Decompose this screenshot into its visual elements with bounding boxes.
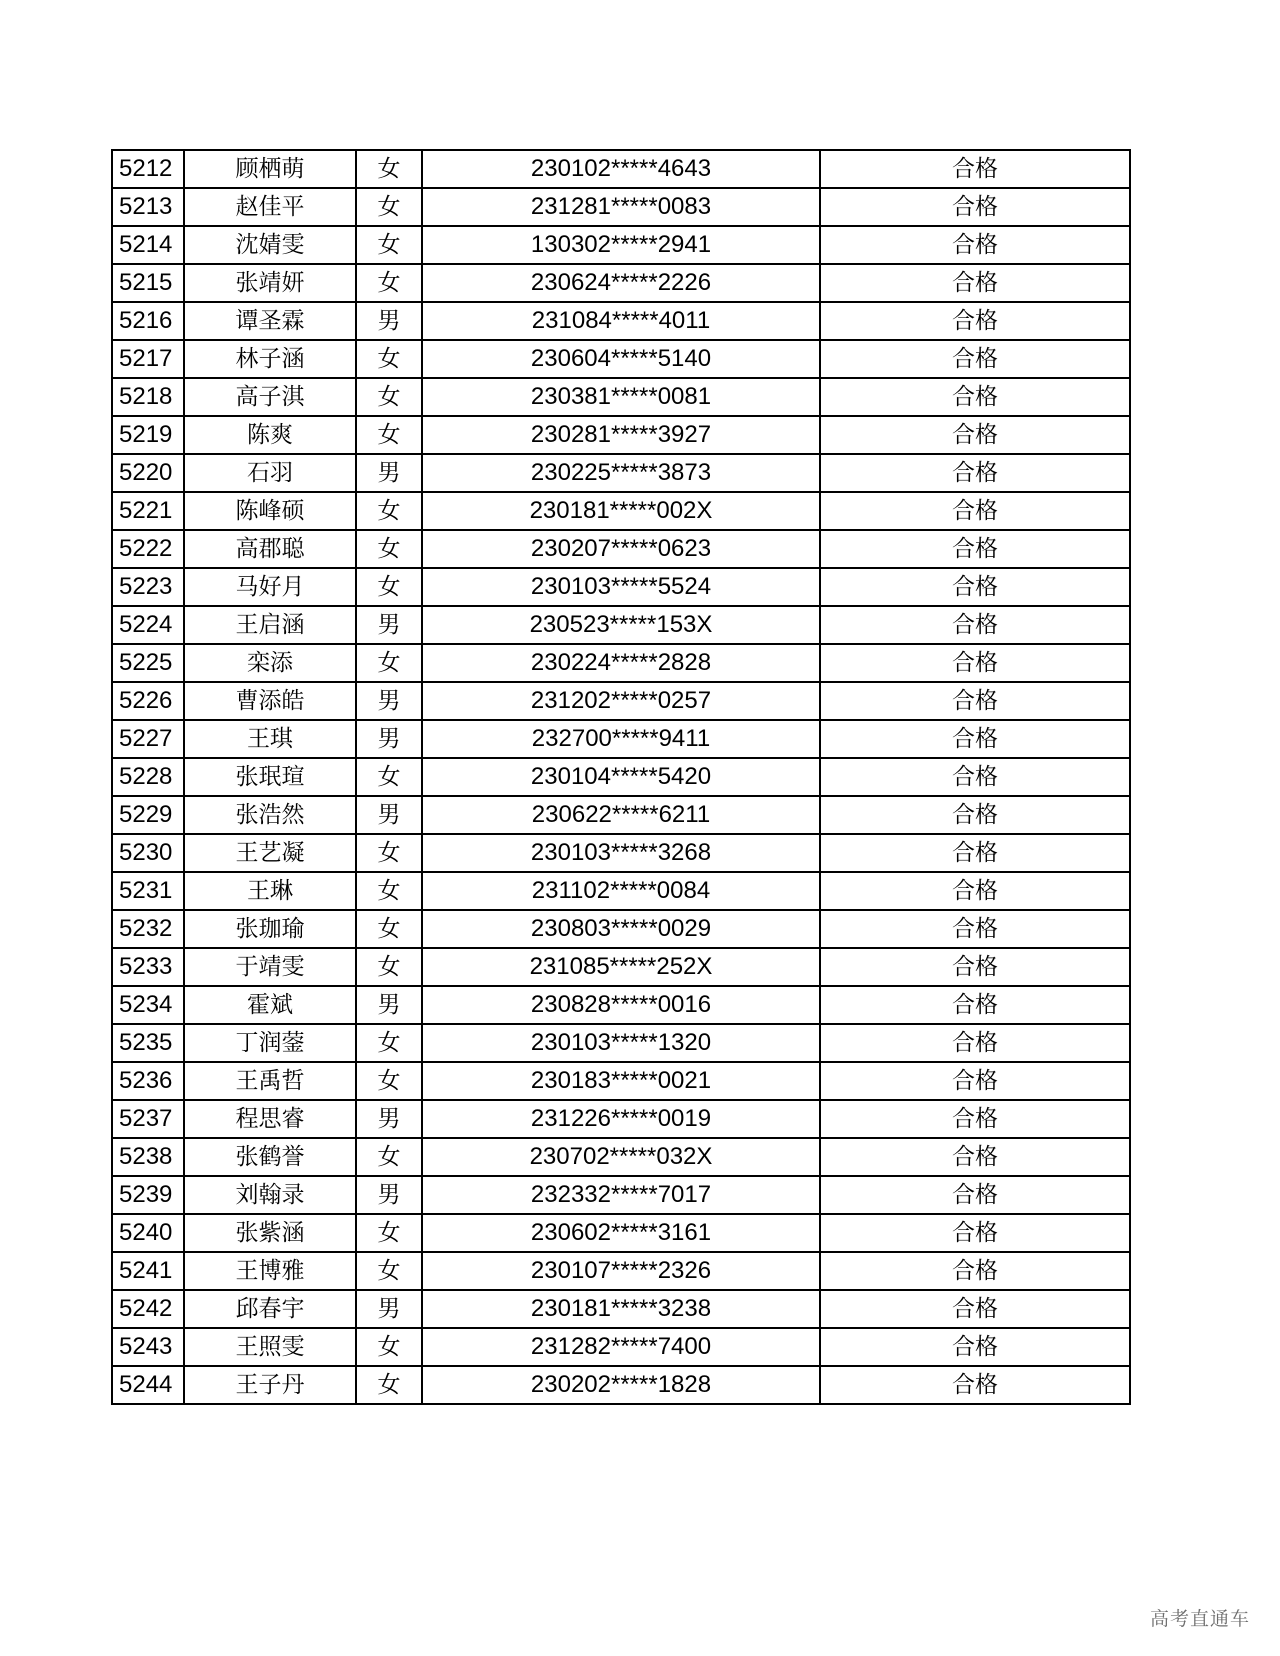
id-number-cell: 230225*****3873 [422, 454, 820, 492]
gender-cell: 女 [356, 264, 422, 302]
gender-cell: 女 [356, 1062, 422, 1100]
gender-cell: 女 [356, 568, 422, 606]
result-cell: 合格 [820, 834, 1130, 872]
id-number-cell: 230103*****3268 [422, 834, 820, 872]
watermark-text: 高考直通车 [1149, 1608, 1250, 1630]
serial-number-cell: 5227 [112, 720, 184, 758]
table-row [112, 340, 1130, 378]
id-number-cell: 230224*****2828 [422, 644, 820, 682]
gender-cell: 女 [356, 1252, 422, 1290]
table-row [112, 1290, 1130, 1328]
serial-number-cell: 5225 [112, 644, 184, 682]
gender-cell: 女 [356, 910, 422, 948]
name-cell: 张靖妍 [184, 264, 356, 302]
serial-number-cell: 5241 [112, 1252, 184, 1290]
name-cell: 王琳 [184, 872, 356, 910]
serial-number-cell: 5215 [112, 264, 184, 302]
id-number-cell: 230702*****032X [422, 1138, 820, 1176]
id-number-cell: 231084*****4011 [422, 302, 820, 340]
serial-number-cell: 5230 [112, 834, 184, 872]
id-number-cell: 230624*****2226 [422, 264, 820, 302]
table-row [112, 872, 1130, 910]
name-cell: 王博雅 [184, 1252, 356, 1290]
result-cell: 合格 [820, 416, 1130, 454]
gender-cell: 男 [356, 606, 422, 644]
gender-cell: 女 [356, 492, 422, 530]
name-cell: 谭圣霖 [184, 302, 356, 340]
serial-number-cell: 5226 [112, 682, 184, 720]
gender-cell: 女 [356, 1024, 422, 1062]
result-cell: 合格 [820, 188, 1130, 226]
id-number-cell: 230622*****6211 [422, 796, 820, 834]
result-cell: 合格 [820, 910, 1130, 948]
gender-cell: 男 [356, 1100, 422, 1138]
serial-number-cell: 5232 [112, 910, 184, 948]
id-number-cell: 232332*****7017 [422, 1176, 820, 1214]
name-cell: 陈峰硕 [184, 492, 356, 530]
gender-cell: 女 [356, 416, 422, 454]
name-cell: 王艺凝 [184, 834, 356, 872]
table-row [112, 1100, 1130, 1138]
name-cell: 赵佳平 [184, 188, 356, 226]
gender-cell: 女 [356, 872, 422, 910]
result-cell: 合格 [820, 492, 1130, 530]
serial-number-cell: 5221 [112, 492, 184, 530]
id-number-cell: 230181*****3238 [422, 1290, 820, 1328]
table-row [112, 416, 1130, 454]
serial-number-cell: 5229 [112, 796, 184, 834]
result-cell: 合格 [820, 1062, 1130, 1100]
name-cell: 栾添 [184, 644, 356, 682]
table-row [112, 834, 1130, 872]
serial-number-cell: 5244 [112, 1366, 184, 1404]
gender-cell: 男 [356, 1176, 422, 1214]
name-cell: 王照雯 [184, 1328, 356, 1366]
id-number-cell: 230107*****2326 [422, 1252, 820, 1290]
gender-cell: 女 [356, 1214, 422, 1252]
table-row [112, 796, 1130, 834]
result-cell: 合格 [820, 1138, 1130, 1176]
table-row [112, 1214, 1130, 1252]
id-number-cell: 230281*****3927 [422, 416, 820, 454]
id-number-cell: 230381*****0081 [422, 378, 820, 416]
name-cell: 程思睿 [184, 1100, 356, 1138]
table-row [112, 226, 1130, 264]
name-cell: 张珈瑜 [184, 910, 356, 948]
table-row [112, 1328, 1130, 1366]
id-number-cell: 230202*****1828 [422, 1366, 820, 1404]
name-cell: 王启涵 [184, 606, 356, 644]
serial-number-cell: 5238 [112, 1138, 184, 1176]
gender-cell: 男 [356, 986, 422, 1024]
result-cell: 合格 [820, 796, 1130, 834]
gender-cell: 女 [356, 150, 422, 188]
gender-cell: 男 [356, 454, 422, 492]
result-cell: 合格 [820, 682, 1130, 720]
id-number-cell: 230181*****002X [422, 492, 820, 530]
result-cell: 合格 [820, 1024, 1130, 1062]
table-row [112, 720, 1130, 758]
serial-number-cell: 5239 [112, 1176, 184, 1214]
id-number-cell: 230207*****0623 [422, 530, 820, 568]
name-cell: 马好月 [184, 568, 356, 606]
gender-cell: 女 [356, 530, 422, 568]
result-cell: 合格 [820, 1100, 1130, 1138]
name-cell: 陈爽 [184, 416, 356, 454]
result-cell: 合格 [820, 568, 1130, 606]
gender-cell: 女 [356, 340, 422, 378]
table-row [112, 1366, 1130, 1404]
id-number-cell: 230102*****4643 [422, 150, 820, 188]
serial-number-cell: 5236 [112, 1062, 184, 1100]
serial-number-cell: 5240 [112, 1214, 184, 1252]
gender-cell: 男 [356, 682, 422, 720]
name-cell: 石羽 [184, 454, 356, 492]
name-cell: 顾栖萌 [184, 150, 356, 188]
id-number-cell: 230523*****153X [422, 606, 820, 644]
table-row [112, 1252, 1130, 1290]
serial-number-cell: 5212 [112, 150, 184, 188]
table-row [112, 682, 1130, 720]
name-cell: 高郡聪 [184, 530, 356, 568]
id-number-cell: 230104*****5420 [422, 758, 820, 796]
result-cell: 合格 [820, 454, 1130, 492]
serial-number-cell: 5220 [112, 454, 184, 492]
name-cell: 丁润蓥 [184, 1024, 356, 1062]
gender-cell: 男 [356, 1290, 422, 1328]
result-cell: 合格 [820, 1252, 1130, 1290]
table-row [112, 454, 1130, 492]
table-row [112, 606, 1130, 644]
roster-table [111, 149, 1131, 1405]
table-row [112, 568, 1130, 606]
table-row [112, 1024, 1130, 1062]
name-cell: 林子涵 [184, 340, 356, 378]
name-cell: 张浩然 [184, 796, 356, 834]
id-number-cell: 231282*****7400 [422, 1328, 820, 1366]
id-number-cell: 230602*****3161 [422, 1214, 820, 1252]
serial-number-cell: 5218 [112, 378, 184, 416]
name-cell: 张鹤誉 [184, 1138, 356, 1176]
id-number-cell: 230103*****5524 [422, 568, 820, 606]
result-cell: 合格 [820, 150, 1130, 188]
name-cell: 曹添皓 [184, 682, 356, 720]
result-cell: 合格 [820, 758, 1130, 796]
serial-number-cell: 5213 [112, 188, 184, 226]
id-number-cell: 230183*****0021 [422, 1062, 820, 1100]
result-cell: 合格 [820, 986, 1130, 1024]
table-row [112, 302, 1130, 340]
table-row [112, 530, 1130, 568]
result-cell: 合格 [820, 530, 1130, 568]
result-cell: 合格 [820, 644, 1130, 682]
serial-number-cell: 5228 [112, 758, 184, 796]
name-cell: 邱春宇 [184, 1290, 356, 1328]
serial-number-cell: 5233 [112, 948, 184, 986]
table-row [112, 1176, 1130, 1214]
result-cell: 合格 [820, 226, 1130, 264]
table-row [112, 644, 1130, 682]
roster-body [112, 150, 1130, 1404]
serial-number-cell: 5217 [112, 340, 184, 378]
gender-cell: 女 [356, 188, 422, 226]
result-cell: 合格 [820, 264, 1130, 302]
gender-cell: 女 [356, 378, 422, 416]
id-number-cell: 230604*****5140 [422, 340, 820, 378]
name-cell: 沈婧雯 [184, 226, 356, 264]
id-number-cell: 231281*****0083 [422, 188, 820, 226]
gender-cell: 男 [356, 796, 422, 834]
table-row [112, 492, 1130, 530]
name-cell: 王子丹 [184, 1366, 356, 1404]
gender-cell: 女 [356, 948, 422, 986]
gender-cell: 女 [356, 1328, 422, 1366]
result-cell: 合格 [820, 1214, 1130, 1252]
name-cell: 王琪 [184, 720, 356, 758]
result-cell: 合格 [820, 302, 1130, 340]
result-cell: 合格 [820, 1366, 1130, 1404]
gender-cell: 女 [356, 758, 422, 796]
serial-number-cell: 5243 [112, 1328, 184, 1366]
name-cell: 张紫涵 [184, 1214, 356, 1252]
table-row [112, 150, 1130, 188]
gender-cell: 女 [356, 644, 422, 682]
table-row [112, 1138, 1130, 1176]
id-number-cell: 231085*****252X [422, 948, 820, 986]
serial-number-cell: 5214 [112, 226, 184, 264]
table-row [112, 948, 1130, 986]
serial-number-cell: 5237 [112, 1100, 184, 1138]
table-row [112, 188, 1130, 226]
table-row [112, 986, 1130, 1024]
gender-cell: 女 [356, 834, 422, 872]
name-cell: 张珉瑄 [184, 758, 356, 796]
result-cell: 合格 [820, 1290, 1130, 1328]
gender-cell: 女 [356, 1366, 422, 1404]
result-cell: 合格 [820, 948, 1130, 986]
id-number-cell: 231226*****0019 [422, 1100, 820, 1138]
table-row [112, 758, 1130, 796]
table-row [112, 264, 1130, 302]
serial-number-cell: 5216 [112, 302, 184, 340]
result-cell: 合格 [820, 1328, 1130, 1366]
serial-number-cell: 5242 [112, 1290, 184, 1328]
serial-number-cell: 5231 [112, 872, 184, 910]
name-cell: 刘翰录 [184, 1176, 356, 1214]
gender-cell: 男 [356, 302, 422, 340]
result-cell: 合格 [820, 720, 1130, 758]
serial-number-cell: 5235 [112, 1024, 184, 1062]
name-cell: 王禹哲 [184, 1062, 356, 1100]
name-cell: 于靖雯 [184, 948, 356, 986]
serial-number-cell: 5234 [112, 986, 184, 1024]
name-cell: 霍斌 [184, 986, 356, 1024]
result-cell: 合格 [820, 872, 1130, 910]
gender-cell: 女 [356, 1138, 422, 1176]
table-row [112, 910, 1130, 948]
serial-number-cell: 5222 [112, 530, 184, 568]
id-number-cell: 230803*****0029 [422, 910, 820, 948]
serial-number-cell: 5224 [112, 606, 184, 644]
id-number-cell: 232700*****9411 [422, 720, 820, 758]
gender-cell: 男 [356, 720, 422, 758]
id-number-cell: 231202*****0257 [422, 682, 820, 720]
id-number-cell: 130302*****2941 [422, 226, 820, 264]
result-cell: 合格 [820, 1176, 1130, 1214]
id-number-cell: 230828*****0016 [422, 986, 820, 1024]
table-row [112, 378, 1130, 416]
result-cell: 合格 [820, 606, 1130, 644]
gender-cell: 女 [356, 226, 422, 264]
id-number-cell: 230103*****1320 [422, 1024, 820, 1062]
result-cell: 合格 [820, 378, 1130, 416]
id-number-cell: 231102*****0084 [422, 872, 820, 910]
table-row [112, 1062, 1130, 1100]
name-cell: 高子淇 [184, 378, 356, 416]
result-cell: 合格 [820, 340, 1130, 378]
serial-number-cell: 5223 [112, 568, 184, 606]
serial-number-cell: 5219 [112, 416, 184, 454]
